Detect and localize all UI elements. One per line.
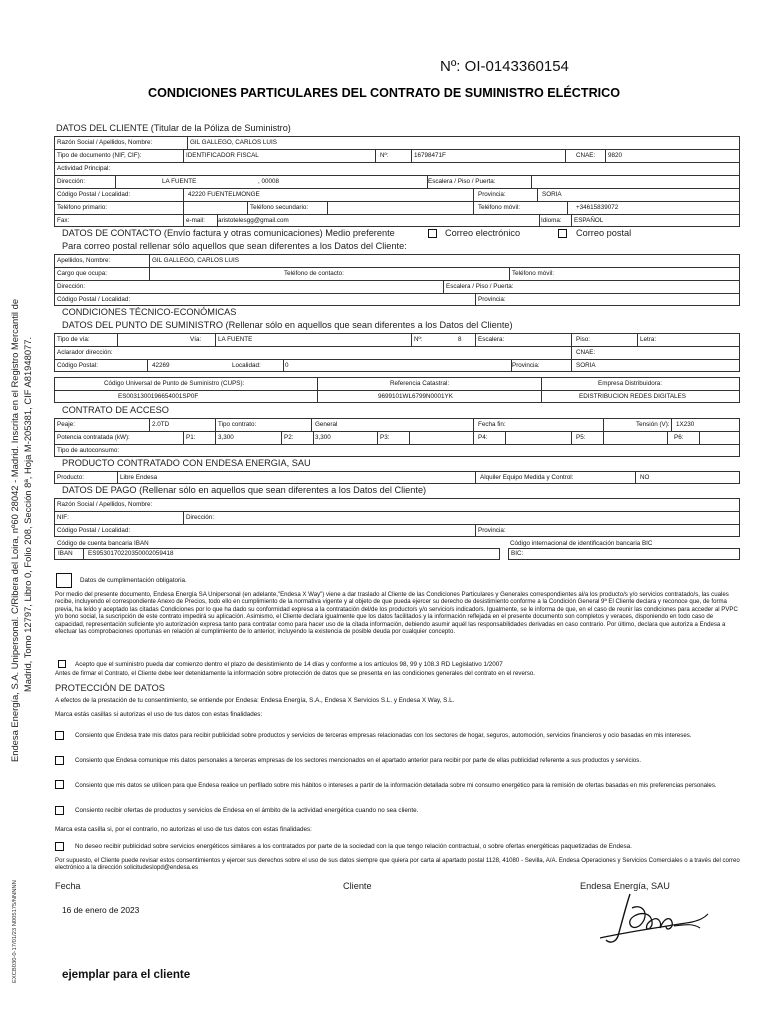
cliente-provincia-label: Provincia:: [478, 191, 506, 198]
suministro-tipo-via-label: Tipo de vía:: [57, 336, 90, 343]
footer-ejemplar: ejemplar para el cliente: [62, 968, 191, 981]
consent-5-checkbox[interactable]: [55, 842, 64, 851]
consent-4-text: Consiento recibir ofertas de productos y servicios de Endesa en el ámbito de la actividad energética cuando no sea cliente.: [75, 807, 419, 814]
section-contacto-heading: DATOS DE CONTACTO (Envío factura y otras comunicaciones) Medio preferente: [62, 228, 395, 238]
autoconsumo-label: Tipo de autoconsumo:: [57, 447, 120, 454]
cliente-actividad-label: Actividad Principal:: [57, 165, 111, 172]
fecha-fin-label: Fecha fin:: [478, 421, 506, 428]
iban-label: IBAN: [58, 550, 73, 557]
cliente-razon-value: GIL GALLEGO, CARLOS LUIS: [190, 139, 277, 146]
marca1-text: Marca estás casillas si autorizas el uso de tus datos con estas finalidades:: [55, 711, 263, 718]
p5-label: P5:: [576, 434, 586, 441]
cliente-email-label: e-mail:: [186, 217, 205, 224]
p1-value: 3,300: [218, 434, 234, 441]
section-tecnico-heading: CONDICIONES TÉCNICO-ECONÓMICAS: [62, 307, 237, 317]
pago-nif-label: NIF:: [57, 514, 69, 521]
marca2-text: Marca esta casilla si, por el contrario, no autorizas el uso de tus datos con estas finalidades:: [55, 826, 312, 833]
document-code: EXCB030-0-17/01/23 N005175/NNNNN: [12, 880, 18, 983]
suministro-via-value: LA FUENTE: [218, 336, 253, 343]
cliente-movil-label: Teléfono móvil:: [478, 204, 520, 211]
section-cliente-heading: DATOS DEL CLIENTE (Titular de la Póliza de Suministro): [56, 123, 291, 133]
cliente-cp-label: Código Postal / Localidad:: [57, 191, 131, 198]
alquiler-value: NO: [640, 474, 650, 481]
consent-2-text: Consiento que Endesa comunique mis datos personales a terceras empresas de los sectores mencionados en el apartado anterior para recibir por parte de ellas publicidad referente a sus productos y servicios.: [75, 757, 642, 764]
contacto-direccion-label: Dirección:: [57, 283, 85, 290]
correo-postal-checkbox[interactable]: [558, 229, 567, 238]
cliente-cnae-label: CNAE:: [576, 152, 596, 159]
pago-razon-label: Razón Social / Apellidos, Nombre:: [57, 501, 153, 508]
pago-provincia-label: Provincia:: [478, 527, 506, 534]
efectos-text: A efectos de la prestación de tu consentimiento, se entiende por Endesa: Endesa Energía, S.A., Endesa X Servicios S.L. y Endesa X Way, S.L.: [55, 697, 455, 704]
contacto-provincia-label: Provincia:: [478, 296, 506, 303]
peaje-value: 2.0TD: [152, 421, 170, 428]
fecha-label: Fecha: [55, 881, 81, 891]
cliente-fax-label: Fax:: [57, 217, 70, 224]
alquiler-label: Alquiler Equipo Medida y Control:: [480, 474, 574, 481]
catastral-value: 9699101WL6799N0001YK: [378, 393, 453, 400]
contacto-movil-label: Teléfono móvil:: [512, 270, 554, 277]
contacto-note: Para correo postal rellenar sólo aquellos que sean diferentes a los Datos del Cliente:: [62, 241, 407, 251]
cliente-razon-label: Razón Social / Apellidos, Nombre:: [57, 139, 153, 146]
acepto-checkbox[interactable]: [58, 660, 66, 668]
consent-4-checkbox[interactable]: [55, 806, 64, 815]
suministro-via-label: Vía:: [190, 336, 202, 343]
pago-cp-label: Código Postal / Localidad:: [57, 527, 131, 534]
section-acceso-heading: CONTRATO DE ACCESO: [62, 405, 169, 415]
producto-label: Producto:: [57, 474, 84, 481]
suministro-localidad-value: 0: [285, 362, 289, 369]
contacto-tel-label: Teléfono de contacto:: [284, 270, 344, 277]
potencia-label: Potencia contratada (kW):: [57, 434, 130, 441]
suministro-piso-label: Piso:: [576, 336, 590, 343]
revoke-text: Por supuesto, el Cliente puede revisar estos consentimientos y ejercer sus derechos sobre el uso de sus datos siempre que quiera por carta al apartado postal 1128, 41080 - Sevilla, A/A. Endesa Operaciones y Servicios Comerciales o a través del correo electrónico a la dirección solicitudeslopd@endesa.es: [55, 857, 740, 872]
p2-label: P2:: [284, 434, 294, 441]
tipo-contrato-value: General: [315, 421, 338, 428]
p6-label: P6:: [674, 434, 684, 441]
cliente-direccion-label: Dirección:: [57, 178, 85, 185]
acepto-text: Acepto que el suministro pueda dar comienzo dentro el plazo de desistimiento de 14 días y conforme a los artículos 98, 99 y 108.3 RD Legislativo 1/2007: [75, 661, 503, 668]
cups-value: ES0031300196654001SP0F: [118, 393, 199, 400]
suministro-provincia-label: Provincia:: [512, 362, 540, 369]
pago-direccion-label: Dirección:: [186, 514, 214, 521]
cliente-tel2-label: Teléfono secundario:: [250, 204, 309, 211]
endesa-signature-image: [596, 888, 746, 950]
consent-3-text: Consiento que mis datos se utilicen para que Endesa realice un perfilado sobre mis hábitos o intereses a partir de la información detallada sobre mi consumo energético para la remisión de ofertas basadas en mis preferencias personales.: [75, 782, 717, 789]
fecha-value: 16 de enero de 2023: [62, 905, 140, 915]
cliente-tipo-doc-label: Tipo de documento (NIF, CIF):: [57, 152, 142, 159]
empresa-sign-label: Endesa Energía, SAU: [580, 881, 670, 891]
p4-label: P4:: [478, 434, 488, 441]
bic-box: [508, 548, 740, 560]
proteccion-heading: PROTECCIÓN DE DATOS: [55, 683, 165, 693]
cliente-provincia-value: SORIA: [542, 191, 562, 198]
cliente-cnae-value: 9820: [608, 152, 623, 159]
contacto-apellidos-label: Apellidos, Nombre:: [57, 257, 111, 264]
consent-1-text: Consiento que Endesa trate mis datos para recibir publicidad sobre productos y servicios de terceras empresas relacionadas con los sectores de hogar, seguros, automoción, servicios financieros y ocio basadas en mis intereses.: [75, 732, 692, 739]
suministro-cnae-label: CNAE:: [576, 349, 596, 356]
suministro-localidad-label: Localidad:: [232, 362, 261, 369]
correo-electronico-checkbox[interactable]: [428, 229, 437, 238]
tipo-contrato-label: Tipo contrato:: [218, 421, 257, 428]
cumplimentacion-text: Datos de cumplimentación obligatoria.: [80, 577, 187, 584]
contacto-cp-label: Código Postal / Localidad:: [57, 296, 131, 303]
section-pago-heading: DATOS DE PAGO (Rellenar sólo en aquellos que sean diferentes a los Datos del Cliente): [62, 485, 427, 495]
cliente-tipo-doc-value: IDENTIFICADOR FISCAL: [186, 152, 259, 159]
cliente-num-label: Nº:: [380, 152, 389, 159]
tension-label: Tensión (V):: [636, 421, 670, 428]
suministro-aclarador-label: Aclarador dirección:: [57, 349, 113, 356]
cliente-idioma-label: Idioma:: [541, 217, 562, 224]
distribuidora-label: Empresa Distribuidora:: [598, 380, 663, 387]
contract-number: Nº: OI-0143360154: [440, 58, 569, 75]
registry-line-2: Madrid, Tomo 12797, Libro 0, Folio 208, Sección 8ª, Hoja M-205381, CIF A81948077.: [22, 336, 33, 692]
suministro-cp-label: Código Postal:: [57, 362, 98, 369]
peaje-label: Peaje:: [57, 421, 75, 428]
contacto-cargo-label: Cargo que ocupa:: [57, 270, 108, 277]
tension-value: 1X230: [676, 421, 695, 428]
cliente-idioma-value: ESPAÑOL: [574, 217, 604, 224]
consent-5-text: No deseo recibir publicidad sobre servicios energéticos similares a los contratados por parte de la sociedad con la que tengo relación contractual, o sobre ofertas energéticas paquetizadas de Endesa.: [75, 843, 632, 850]
cliente-escalera-label: Escalera / Piso / Puerta:: [428, 178, 496, 185]
contacto-apellidos-value: GIL GALLEGO, CARLOS LUIS: [152, 257, 239, 264]
cliente-movil-value: +34615839072: [576, 204, 619, 211]
suministro-letra-label: Letra:: [640, 336, 657, 343]
section-suministro-heading: DATOS DEL PUNTO DE SUMINISTRO (Rellenar sólo en aquellos que sean diferentes a los Datos del Cliente): [62, 320, 513, 330]
suministro-num-value: 8: [458, 336, 462, 343]
bic-label: BIC:: [511, 550, 524, 557]
bic-title: Código internacional de identificación bancaria BIC: [510, 540, 653, 547]
cliente-sign-label: Cliente: [343, 881, 372, 891]
cliente-tel1-label: Teléfono primario:: [57, 204, 108, 211]
distribuidora-value: EDISTRIBUCION REDES DIGITALES: [579, 393, 686, 400]
legal-paragraph: Por medio del presente documento, Endesa Energía SA Unipersonal (en adelante,"Endesa X Way") viene a dar traslado al Cliente de las Condiciones Particulares y Generales correspondientes al/a los producto/s y/o servicios contratado/s, las cuales recibe, incluyendo el correspondiente Anexo de Precios, todo ello en cumplimiento de la normativa vigente y al objeto de que pueda ejercer su derecho de desistimiento conforme a la Condición General 9ª El Cliente declara y reconoce que, de forma previa, ha leído y aceptado las citadas Condiciones por lo que ha dado su conformidad expresa a la contratación del/de los producto/s y/o servicio/s indicado/s. Igualmente, se le informa de que, en el caso de reunir las condiciones para acceder al PVPC y/o bono social, la suscripción de este contrato impedirá su aplicación. Asimismo, el Cliente declara igualmente que los datos facilitados y la información reflejada en el presente documento son completos y veraces, disponiendo en todo caso de capacidad, representación suficiente y/o autorización expresa tanto para contratar como para hacer uso de la citada información, debiendo asumir aquél las responsabilidades derivadas en caso contrario. Por último, declara que autoriza a Endesa a efectuar las comprobaciones oportunas en relación al cumplimiento de lo anterior, incluyendo la existencia de posible deuda por cualquier concepto.: [55, 591, 738, 636]
contacto-escalera-label: Escalera / Piso / Puerta:: [446, 283, 514, 290]
producto-value: Libre Endesa: [120, 474, 158, 481]
antes-text: Antes de firmar el Contrato, el Cliente debe leer detenidamente la información sobre protección de datos que se presenta en las condiciones generales del contrato en el reverso.: [55, 670, 535, 677]
cumplimentacion-checkbox[interactable]: [56, 573, 72, 588]
catastral-label: Referencia Catastral:: [390, 380, 450, 387]
p1-label: P1:: [186, 434, 196, 441]
cliente-direccion-num: , 00008: [258, 178, 280, 185]
cliente-grid: [54, 136, 740, 227]
cliente-email-value: aristotelesgg@gmail.com: [218, 217, 289, 224]
iban-value: ES9530170220350002059418: [88, 550, 174, 557]
suministro-cp-value: 42269: [152, 362, 170, 369]
iban-title: Código de cuenta bancaria IBAN: [57, 540, 149, 547]
section-producto-heading: PRODUCTO CONTRATADO CON ENDESA ENERGIA, SAU: [62, 458, 311, 468]
cliente-num-value: 16798471F: [414, 152, 446, 159]
page-title: CONDICIONES PARTICULARES DEL CONTRATO DE SUMINISTRO ELÉCTRICO: [148, 86, 621, 100]
cliente-cp-value: 42220 FUENTELMONGE: [188, 191, 260, 198]
p3-label: P3:: [380, 434, 390, 441]
suministro-escalera-label: Escalera:: [478, 336, 505, 343]
suministro-provincia-value: SORIA: [576, 362, 596, 369]
correo-postal-label: Correo postal: [576, 228, 632, 238]
correo-electronico-label: Correo electrónico: [445, 228, 521, 238]
registry-line-1: Endesa Energía, S.A. Unipersonal. C/Ribera del Loira, nº60 28042 - Madrid. Inscrita en el Registro Mercantil de: [9, 298, 20, 762]
cliente-direccion-value: LA FUENTE: [162, 178, 197, 185]
cups-label: Código Universal de Punto de Suministro (CUPS):: [104, 380, 245, 387]
p2-value: 3,300: [315, 434, 331, 441]
suministro-num-label: Nº:: [414, 336, 423, 343]
pago-grid: [54, 498, 740, 537]
